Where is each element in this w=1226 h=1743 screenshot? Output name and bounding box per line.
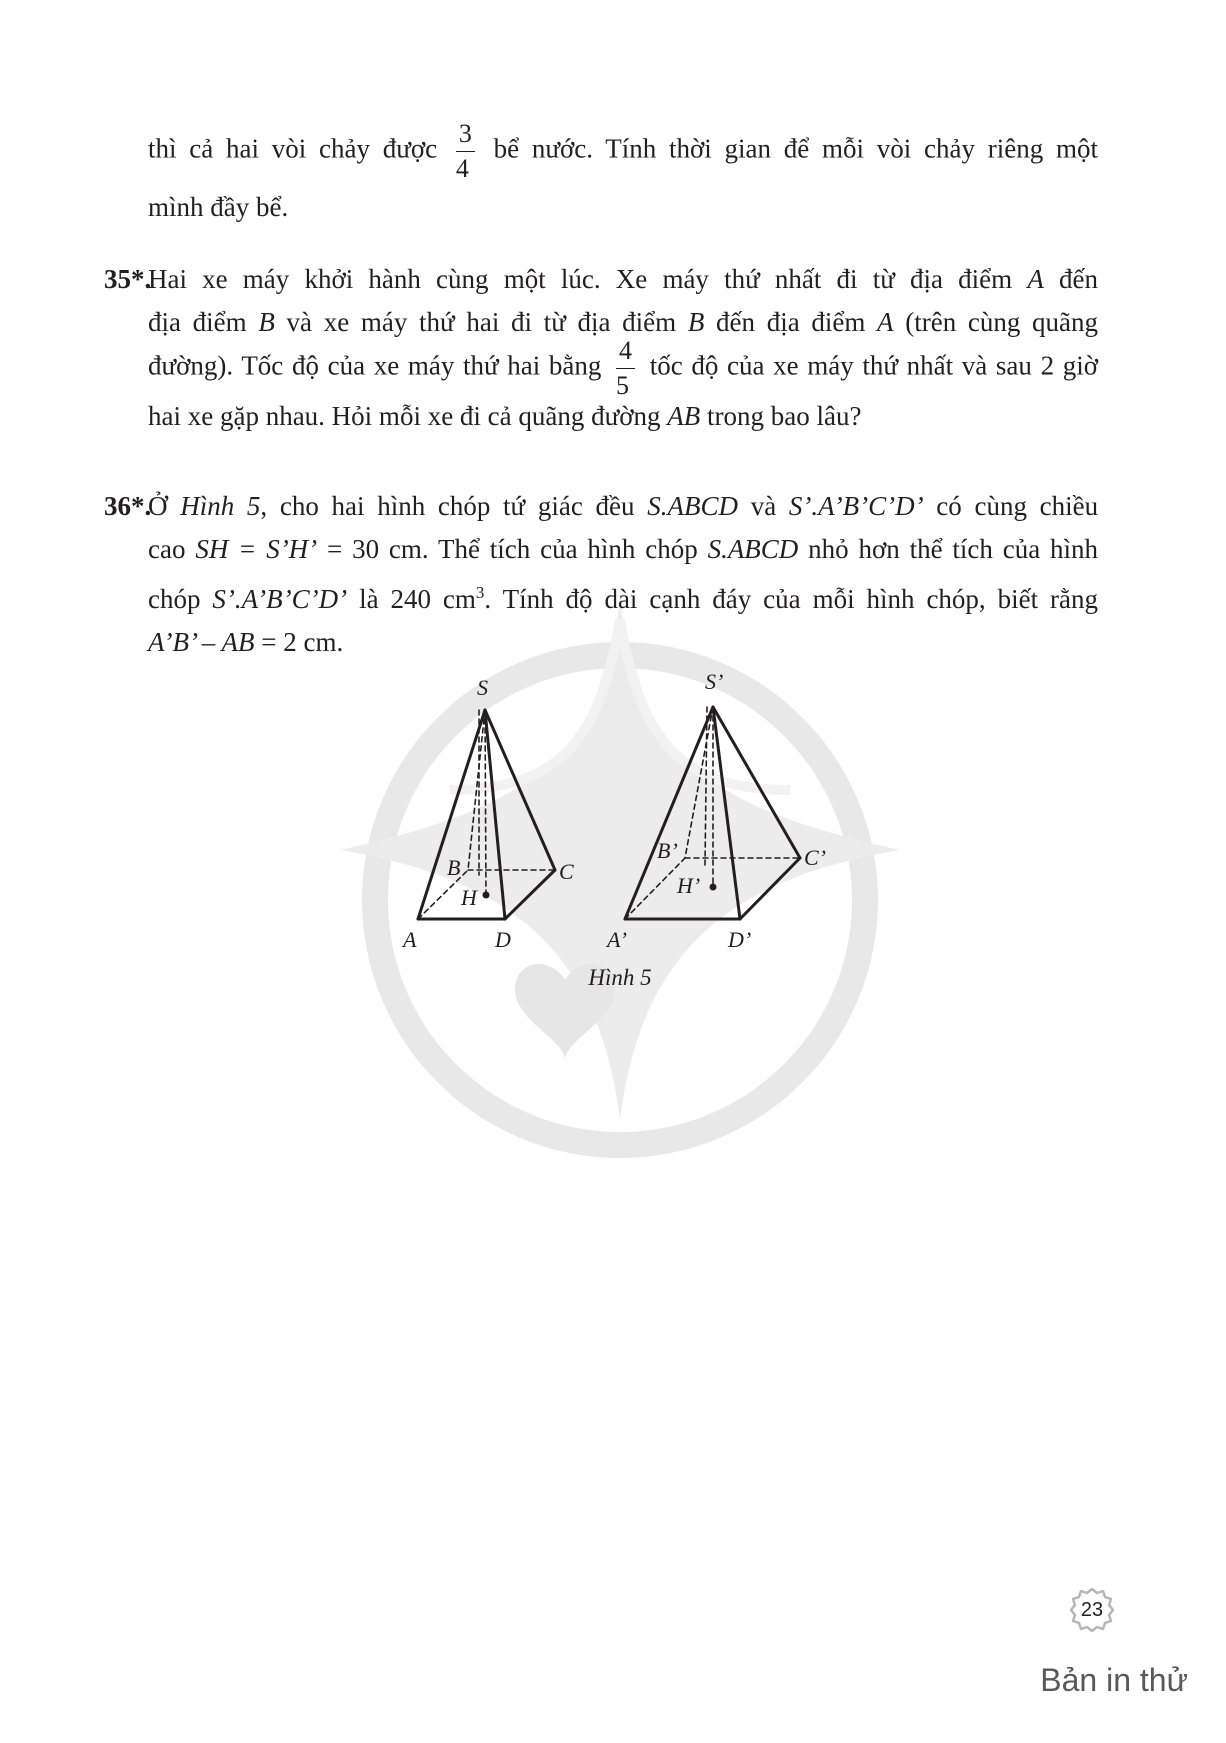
fraction-four-fifths — [616, 338, 635, 399]
fraction-three-quarters — [456, 121, 475, 182]
label-b-prime: B’ — [657, 838, 678, 863]
figure-reference: Hình 5 — [180, 491, 261, 521]
label-a-prime: A’ — [607, 927, 627, 952]
point-h-prime — [710, 884, 717, 891]
text: địa điểm — [148, 307, 247, 337]
edge-a-b-hidden — [625, 858, 685, 919]
problem-35-line-3 — [148, 338, 1098, 399]
pyramid-name: S.ABCD — [707, 534, 799, 564]
problem-number: 35*. — [104, 264, 152, 294]
text: là 240 cm — [359, 584, 476, 614]
continuation-paragraph — [148, 121, 1098, 229]
label-h: H — [461, 885, 477, 910]
exponent: 3 — [475, 583, 485, 602]
problem-number: 36*. — [104, 491, 152, 521]
edge-sd — [485, 710, 505, 919]
height-sh — [485, 710, 486, 895]
height-guide — [705, 707, 707, 865]
text: chóp — [148, 584, 201, 614]
point-label: B — [258, 307, 275, 337]
problem-35 — [104, 258, 1099, 438]
pyramid-sabcd — [418, 710, 555, 919]
label-a: A — [403, 927, 417, 952]
problem-36-line-3 — [148, 571, 1098, 621]
text: = 2 cm. — [261, 627, 344, 657]
text: nhỏ hơn thể tích của hình — [808, 534, 1099, 564]
text: = 30 cm. Thể tích của hình chóp — [327, 534, 698, 564]
height-equation: SH = S’H’ — [195, 534, 318, 564]
pyramid-name: S’.A’B’C’D’ — [788, 491, 924, 521]
text: có cùng chiều — [936, 491, 1099, 521]
text: hai xe gặp nhau. Hỏi mỗi xe đi cả quãng đường — [148, 401, 661, 431]
label-d-prime: D’ — [728, 927, 752, 952]
edge-s-d — [713, 707, 740, 919]
label-c-prime: C’ — [804, 845, 826, 870]
label-s-prime: S’ — [705, 669, 724, 694]
text: đến địa điểm — [716, 307, 866, 337]
problem-36-line-2 — [148, 528, 1098, 571]
problem-36 — [104, 485, 1099, 664]
fraction-denominator: 5 — [616, 371, 630, 400]
fraction-numerator: 3 — [456, 121, 475, 152]
text: trong bao lâu? — [707, 401, 862, 431]
segment-label: AB — [667, 401, 701, 431]
text: đường). Tốc độ của xe máy thứ hai bằng — [148, 350, 602, 381]
point-h — [483, 892, 490, 899]
point-label: B — [687, 307, 705, 337]
text: và xe máy thứ hai đi từ địa điểm — [286, 307, 677, 337]
figure-caption: Hình 5 — [588, 965, 652, 990]
point-label: A — [1027, 264, 1044, 294]
text: Ở — [148, 491, 168, 521]
text: đến — [1059, 264, 1099, 294]
problem-36-line-4 — [148, 621, 1098, 664]
text: tốc độ của xe máy thứ nhất và sau 2 giờ — [649, 350, 1099, 381]
pyramid-name: S’.A’B’C’D’ — [212, 584, 348, 614]
text: cao — [148, 534, 186, 564]
text: Hai xe máy khởi hành cùng một lúc. Xe máy thứ nhất đi từ địa điểm — [148, 264, 1013, 294]
fraction-numerator: 4 — [616, 338, 635, 369]
label-b: B — [447, 855, 461, 880]
label-h-prime: H’ — [677, 873, 701, 898]
text: và — [750, 491, 777, 521]
edge-s-c — [713, 707, 800, 858]
pyramid-name: S.ABCD — [647, 491, 738, 521]
text: (trên cùng quãng — [905, 307, 1099, 337]
label-c: C — [559, 859, 574, 884]
edge-s-b-hidden — [685, 707, 713, 858]
continuation-line-1 — [148, 121, 1098, 182]
label-d: D — [495, 927, 511, 952]
edge-difference: A’B’ – AB — [148, 627, 255, 657]
fraction-denominator: 4 — [455, 154, 469, 183]
pyramids-figure — [395, 665, 955, 1005]
text: thì cả hai vòi chảy được — [148, 133, 438, 164]
problem-36-line-1 — [148, 485, 1098, 528]
edge-d-c — [740, 858, 800, 919]
text: . Tính độ dài cạnh đáy của mỗi hình chóp, biết rằng — [484, 584, 1098, 614]
continuation-line-2: mình đầy bể. — [148, 192, 289, 222]
point-label: A — [877, 307, 894, 337]
label-s: S — [477, 675, 488, 700]
page-number: 23 — [1080, 1599, 1104, 1621]
text: , cho hai hình chóp tứ giác đều — [260, 491, 635, 521]
edge-dc — [505, 870, 555, 919]
proof-label: Bản in thử — [1040, 1662, 1188, 1698]
problem-35-line-4 — [148, 395, 1098, 438]
problem-35-line-1 — [148, 258, 1098, 301]
text: bể nước. Tính thời gian để mỗi vòi chảy riêng một — [493, 133, 1099, 164]
edge-sc — [485, 710, 555, 870]
